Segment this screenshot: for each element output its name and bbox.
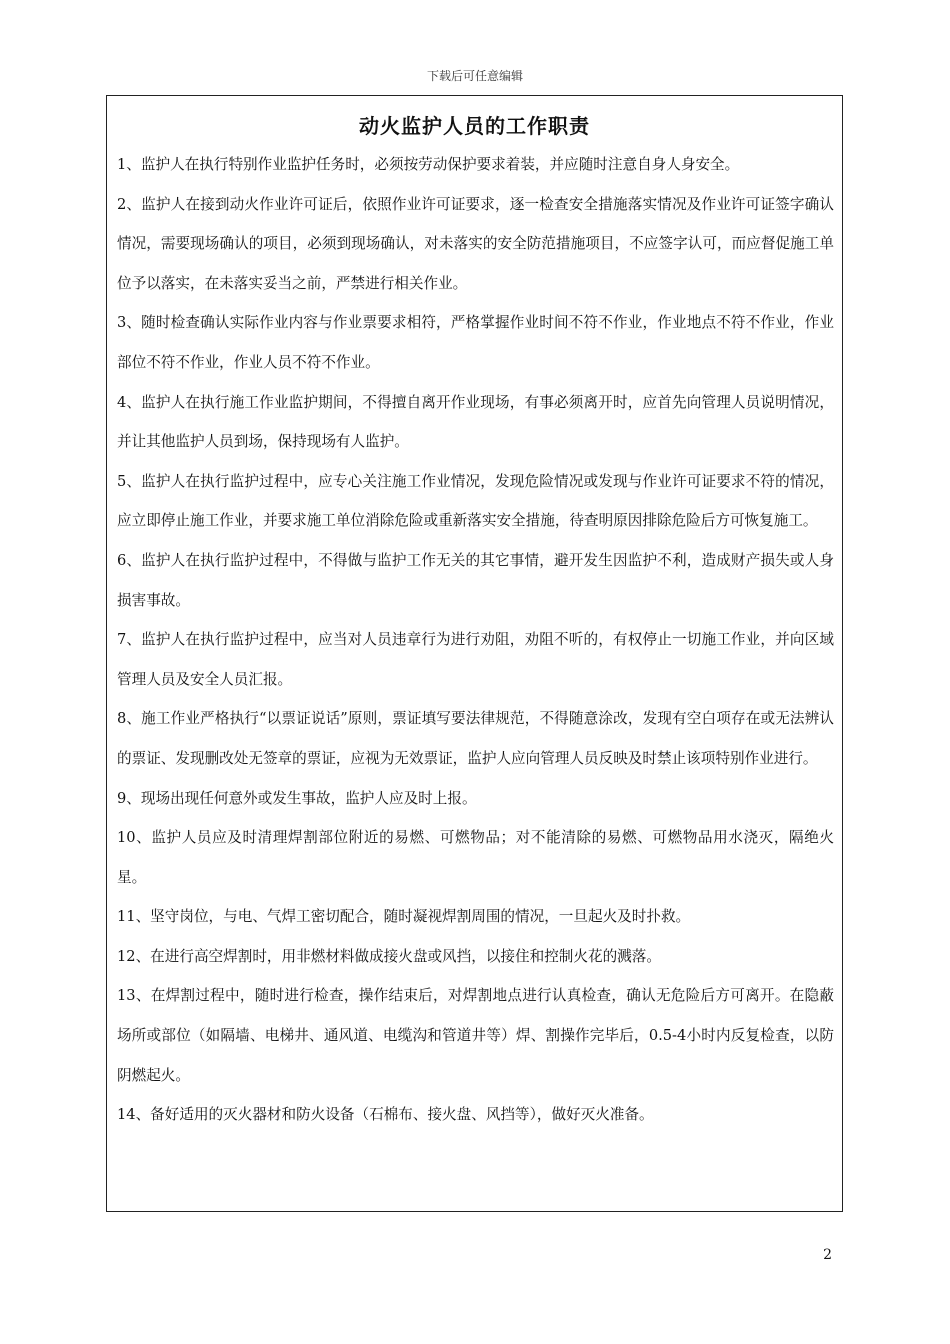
paragraph: 9、现场出现任何意外或发生事故，监护人应及时上报。 — [117, 789, 477, 807]
paragraph: 14、备好适用的灭火器材和防火设备（石棉布、接火盘、风挡等），做好灭火准备。 — [117, 1106, 654, 1124]
paragraph: 10、监护人员应及时清理焊割部位附近的易燃、可燃物品；对不能清除的易燃、可燃物品用水浇灭，隔绝火星。 — [117, 829, 834, 886]
paragraph: 8、施工作业严格执行“以票证说话”原则，票证填写要法律规范，不得随意涂改，发现有空白项存在或无法辨认的票证、发现删改处无签章的票证，应视为无效票证，监护人应向管理人员反映及时禁止该项特别作业进行。 — [117, 710, 834, 767]
paragraph: 11、坚守岗位，与电、气焊工密切配合，随时凝视焊割周围的情况，一旦起火及时扑救。 — [117, 908, 691, 926]
paragraph: 7、监护人在执行监护过程中，应当对人员违章行为进行劝阻，劝阻不听的，有权停止一切施工作业，并向区域管理人员及安全人员汇报。 — [117, 631, 834, 688]
paragraph: 5、监护人在执行监护过程中，应专心关注施工作业情况，发现危险情况或发现与作业许可证要求不符的情况，应立即停止施工作业，并要求施工单位消除危险或重新落实安全措施，待查明原因排除危险后方可恢复施工。 — [117, 472, 834, 530]
paragraph: 6、监护人在执行监护过程中，不得做与监护工作无关的其它事情，避开发生因监护不利，造成财产损失或人身损害事故。 — [117, 551, 834, 609]
page-header: 下载后可任意编辑 — [426, 69, 523, 83]
page-number: 2 — [823, 1247, 832, 1263]
paragraph: 3、随时检查确认实际作业内容与作业票要求相符，严格掌握作业时间不符不作业，作业地点不符不作业，作业部位不符不作业，作业人员不符不作业。 — [117, 314, 834, 371]
paragraph: 1、监护人在执行特别作业监护任务时，必须按劳动保护要求着装，并应随时注意自身人身安全。 — [117, 156, 740, 173]
paragraph: 4、监护人在执行施工作业监护期间，不得擅自离开作业现场，有事必须离开时，应首先向管理人员说明情况，并让其他监护人员到场，保持现场有人监护。 — [117, 393, 834, 451]
paragraph: 13、在焊割过程中，随时进行检查，操作结束后，对焊割地点进行认真检查，确认无危险后方可离开。在隐蔽场所或部位（如隔墙、电梯井、通风道、电缆沟和管道井等）焊、割操作完毕后，0.5-4小时内反复检查，以防阴燃起火。 — [117, 987, 834, 1084]
document-body — [107, 145, 842, 1135]
paragraph: 2、监护人在接到动火作业许可证后，依照作业许可证要求，逐一检查安全措施落实情况及作业许可证签字确认情况，需要现场确认的项目，必须到现场确认，对未落实的安全防范措施项目，不应签字认可，而应督促施工单位予以落实，在未落实妥当之前，严禁进行相关作业。 — [117, 195, 834, 292]
document-frame — [106, 95, 843, 1212]
document-title: 动火监护人员的工作职责 — [359, 114, 590, 138]
paragraph: 12、在进行高空焊割时，用非燃材料做成接火盘或风挡，以接住和控制火花的溅落。 — [117, 947, 661, 965]
